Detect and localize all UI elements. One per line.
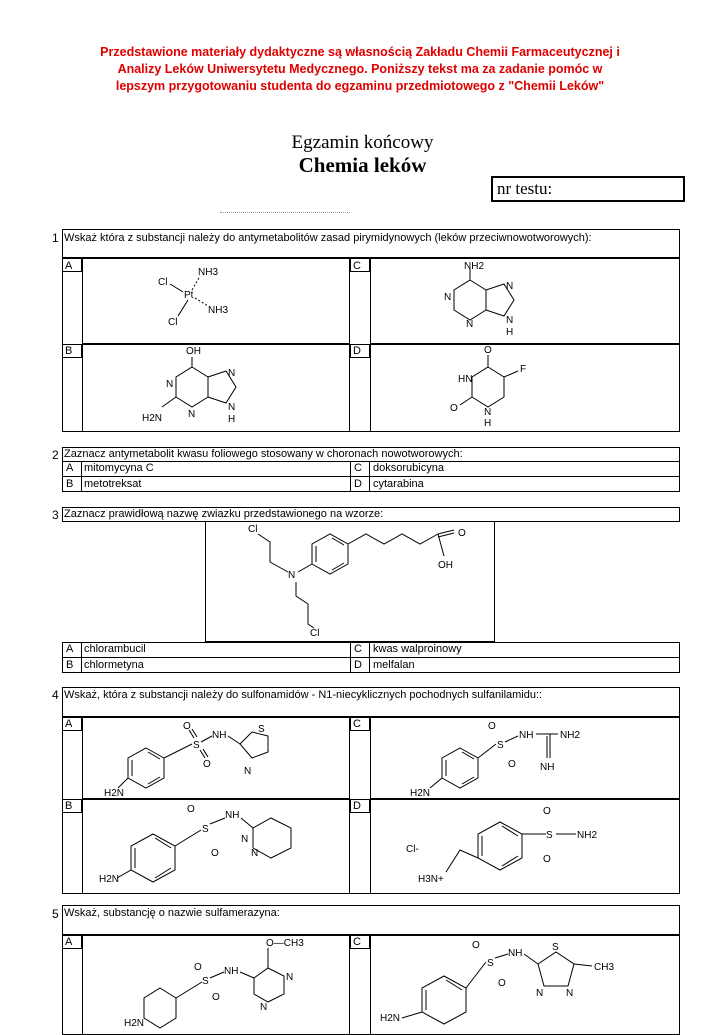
sulfaguanidine-structure	[400, 718, 590, 798]
option-text[interactable]: cytarabina	[373, 478, 424, 490]
exam-subtitle: Chemia leków	[298, 153, 427, 177]
och3-label: O—CH3	[266, 938, 304, 949]
n-label: N	[288, 570, 296, 581]
adenine-structure	[438, 260, 528, 340]
sulfamethizole-structure	[380, 936, 630, 1024]
sulfalene-structure	[110, 936, 310, 1029]
o-label: O	[488, 721, 496, 732]
s-label: S	[497, 740, 504, 751]
option-letter[interactable]: B	[66, 659, 74, 671]
s-label: S	[202, 976, 209, 987]
cl-label: Cl	[158, 277, 168, 288]
n-label: N	[166, 379, 174, 390]
oh-label: OH	[186, 346, 201, 357]
h2n-label: H2N	[124, 1018, 145, 1029]
nh3-label: NH3	[208, 305, 229, 316]
n-label: N	[188, 409, 196, 420]
h2n-label: H2N	[410, 788, 431, 799]
divider	[62, 657, 680, 658]
nh-label: NH	[224, 966, 239, 977]
pt-label: Pt	[184, 290, 194, 301]
s-label: S	[487, 958, 494, 969]
option-text[interactable]: kwas walproinowy	[373, 643, 462, 655]
option-text[interactable]: doksorubicyna	[373, 462, 444, 474]
option-c-label[interactable]: C	[353, 718, 361, 730]
option-a-label[interactable]: A	[65, 936, 73, 948]
test-number-field[interactable]: nr testu:	[491, 176, 685, 202]
nh2-label: NH2	[464, 261, 485, 272]
option-c-label[interactable]: C	[353, 260, 361, 272]
nh2-label: NH2	[577, 830, 598, 841]
nh-label: NH	[519, 730, 534, 741]
o-label: O	[212, 992, 220, 1003]
n-label: N	[228, 402, 236, 413]
question-number: 5	[52, 907, 59, 921]
option-letter[interactable]: D	[354, 659, 362, 671]
n-label: N	[506, 281, 514, 292]
cl-minus-label: Cl-	[406, 844, 419, 855]
divider	[62, 476, 680, 477]
n-label: N	[506, 315, 514, 326]
n-label: N	[444, 292, 452, 303]
mafenide-structure	[400, 800, 610, 892]
guanine-structure	[140, 345, 250, 430]
o-label: O	[458, 528, 466, 539]
cl-label: Cl	[168, 317, 178, 328]
option-b-label[interactable]: B	[65, 345, 73, 357]
nh-label: NH	[212, 730, 227, 741]
sulfathiazole-structure	[100, 718, 300, 798]
s-label: S	[202, 824, 209, 835]
n-label: N	[484, 407, 492, 418]
fluorouracil-structure	[438, 345, 548, 430]
n-label: N	[228, 368, 236, 379]
o-label: O	[543, 854, 551, 865]
option-letter[interactable]: D	[354, 478, 362, 490]
n-label: N	[251, 848, 259, 859]
nh-label: NH	[508, 948, 523, 959]
exam-title: Egzamin końcowy	[291, 132, 434, 153]
question-4-text: Wskaż, która z substancji należy do sulfonamidów - N1-niecyklicznych pochodnych sulfanilamidu::	[64, 689, 543, 701]
question-number: 1	[52, 231, 59, 245]
option-b-label[interactable]: B	[65, 800, 73, 812]
option-text[interactable]: melfalan	[373, 659, 415, 671]
option-text[interactable]: chlorambucil	[84, 643, 146, 655]
option-letter[interactable]: A	[66, 462, 74, 474]
option-d-label[interactable]: D	[353, 800, 361, 812]
option-letter[interactable]: C	[354, 462, 362, 474]
o-label: O	[194, 962, 202, 973]
nh-label: NH	[540, 762, 555, 773]
divider	[220, 212, 350, 213]
h-label: H	[228, 414, 236, 425]
option-text[interactable]: mitomycyna C	[84, 462, 154, 474]
n-label: N	[536, 988, 544, 999]
o-label: O	[187, 804, 195, 815]
n-label: N	[241, 834, 249, 845]
h-label: H	[484, 418, 492, 429]
option-a-label[interactable]: A	[65, 718, 73, 730]
o-label: O	[472, 940, 480, 951]
option-text[interactable]: metotreksat	[84, 478, 142, 490]
f-label: F	[520, 364, 527, 375]
ch3-label: CH3	[594, 962, 615, 973]
h2n-label: H2N	[142, 413, 163, 424]
o-label: O	[450, 403, 458, 414]
h2n-label: H2N	[104, 788, 125, 799]
option-letter[interactable]: B	[66, 478, 74, 490]
nh3-label: NH3	[198, 267, 219, 278]
cl-label: Cl	[310, 628, 320, 639]
option-letter[interactable]: C	[354, 643, 362, 655]
n-label: N	[566, 988, 574, 999]
question-2-text: Zaznacz antymetabolit kwasu foliowego stosowany w choronach nowotworowych:	[64, 448, 463, 460]
question-number: 2	[52, 448, 59, 462]
n-label: N	[466, 319, 474, 330]
h2n-label: H2N	[380, 1013, 401, 1024]
o-label: O	[203, 759, 211, 770]
h3n-plus-label: H3N+	[418, 874, 444, 885]
question-number: 3	[52, 508, 59, 522]
copyright-notice: Przedstawione materiały dydaktyczne są własnością Zakładu Chemii Farmaceutycznej i Analizy Leków Uniwersytetu Medycznego. Poniższy tekst ma za zadanie pomóc w lepszym przygotowaniu studenta do egzaminu przedmiotowego z "Chemii Leków"	[100, 45, 620, 93]
o-label: O	[508, 759, 516, 770]
oh-label: OH	[438, 560, 453, 571]
n-label: N	[244, 766, 252, 777]
chlorambucil-structure	[240, 522, 480, 642]
question-1-text: Wskaż która z substancji należy do antymetabolitów zasad pirymidynowych (leków przeciwnowotworowych):	[64, 232, 592, 244]
question-number: 4	[52, 688, 59, 702]
sulfadiazine-structure	[95, 800, 315, 892]
o-label: O	[183, 721, 191, 732]
o-label: O	[498, 978, 506, 989]
cl-label: Cl	[248, 524, 258, 535]
o-label: O	[211, 848, 219, 859]
option-letter[interactable]: A	[66, 643, 74, 655]
o-label: O	[484, 345, 492, 356]
s-label: S	[258, 724, 265, 735]
s-label: S	[546, 830, 553, 841]
n-label: N	[260, 1002, 268, 1013]
question-5-text: Wskaż, substancję o nazwie sulfamerazyna:	[64, 907, 280, 919]
question-3-text: Zaznacz prawidłową nazwę zwiazku przedstawionego na wzorze:	[64, 508, 384, 520]
option-a-label[interactable]: A	[65, 260, 73, 272]
s-label: S	[552, 942, 559, 953]
option-text[interactable]: chlormetyna	[84, 659, 144, 671]
option-c-label[interactable]: C	[353, 936, 361, 948]
o-label: O	[543, 806, 551, 817]
cisplatin-structure	[150, 262, 240, 332]
hn-label: HN	[458, 374, 473, 385]
h2n-label: H2N	[99, 874, 120, 885]
option-d-label[interactable]: D	[353, 345, 361, 357]
nh-label: NH	[225, 810, 240, 821]
s-label: S	[193, 740, 200, 751]
h-label: H	[506, 327, 514, 338]
n-label: N	[286, 972, 294, 983]
nh2-label: NH2	[560, 730, 581, 741]
